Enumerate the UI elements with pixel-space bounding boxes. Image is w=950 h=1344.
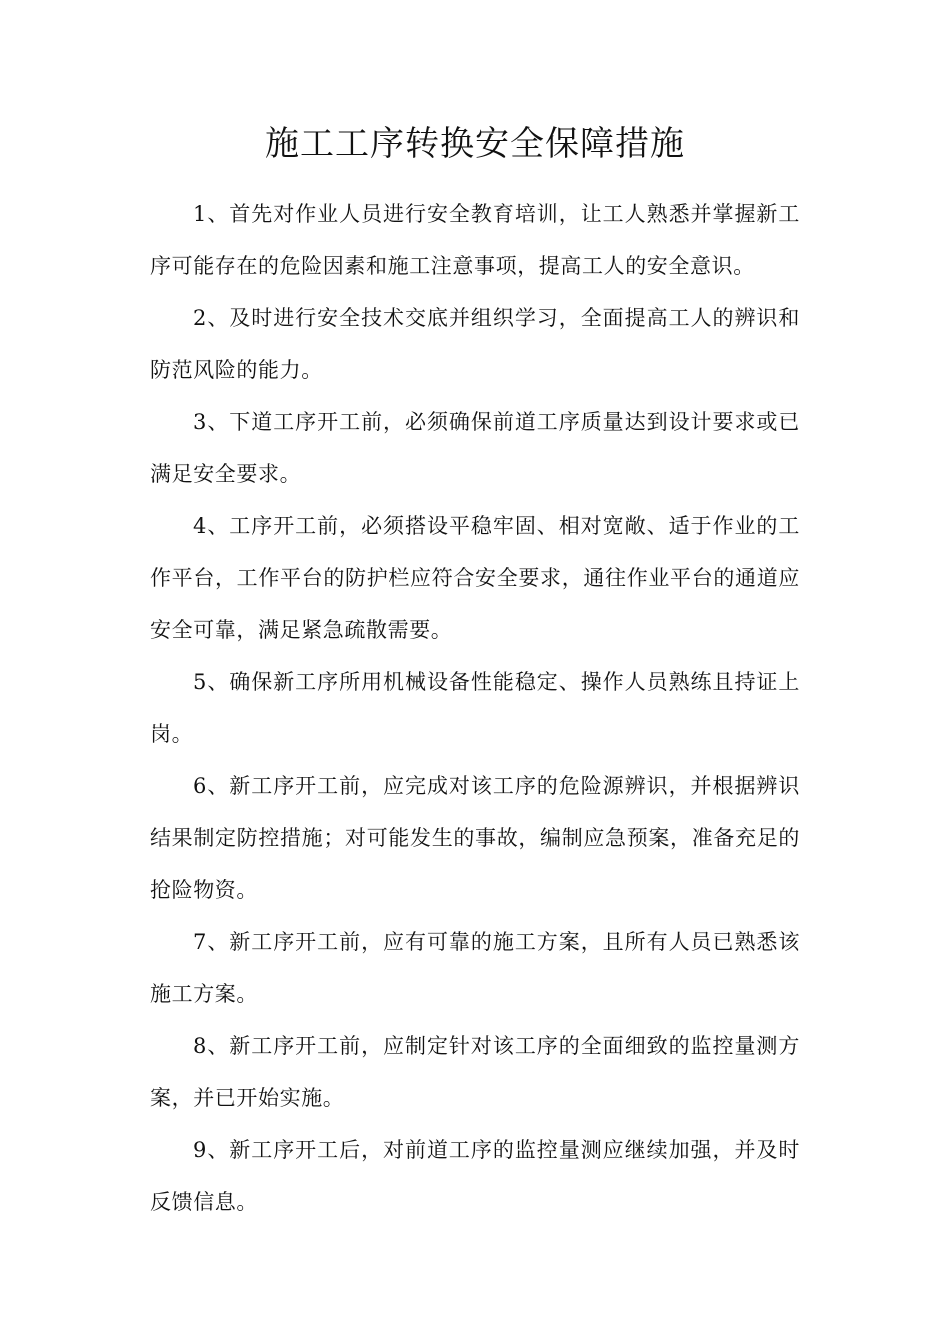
document-title: 施工工序转换安全保障措施 [265, 124, 685, 164]
document-body [150, 188, 800, 1228]
measure-item-7: 7、新工序开工前，应有可靠的施工方案，且所有人员已熟悉该施工方案。 [150, 930, 800, 1006]
measure-item-6: 6、新工序开工前，应完成对该工序的危险源辨识，并根据辨识结果制定防控措施；对可能发生的事故，编制应急预案，准备充足的抢险物资。 [150, 774, 800, 902]
measure-item-4: 4、工序开工前，必须搭设平稳牢固、相对宽敞、适于作业的工作平台，工作平台的防护栏应符合安全要求，通往作业平台的通道应安全可靠，满足紧急疏散需要。 [150, 514, 800, 642]
measure-item-3: 3、下道工序开工前，必须确保前道工序质量达到设计要求或已满足安全要求。 [150, 410, 800, 486]
measure-item-8: 8、新工序开工前，应制定针对该工序的全面细致的监控量测方案，并已开始实施。 [150, 1034, 800, 1110]
measure-item-2: 2、及时进行安全技术交底并组织学习，全面提高工人的辨识和防范风险的能力。 [150, 306, 800, 382]
measure-item-5: 5、确保新工序所用机械设备性能稳定、操作人员熟练且持证上岗。 [150, 670, 800, 746]
measure-item-9: 9、新工序开工后，对前道工序的监控量测应继续加强，并及时反馈信息。 [150, 1138, 800, 1214]
measure-item-1: 1、首先对作业人员进行安全教育培训，让工人熟悉并掌握新工序可能存在的危险因素和施工注意事项，提高工人的安全意识。 [150, 202, 800, 278]
